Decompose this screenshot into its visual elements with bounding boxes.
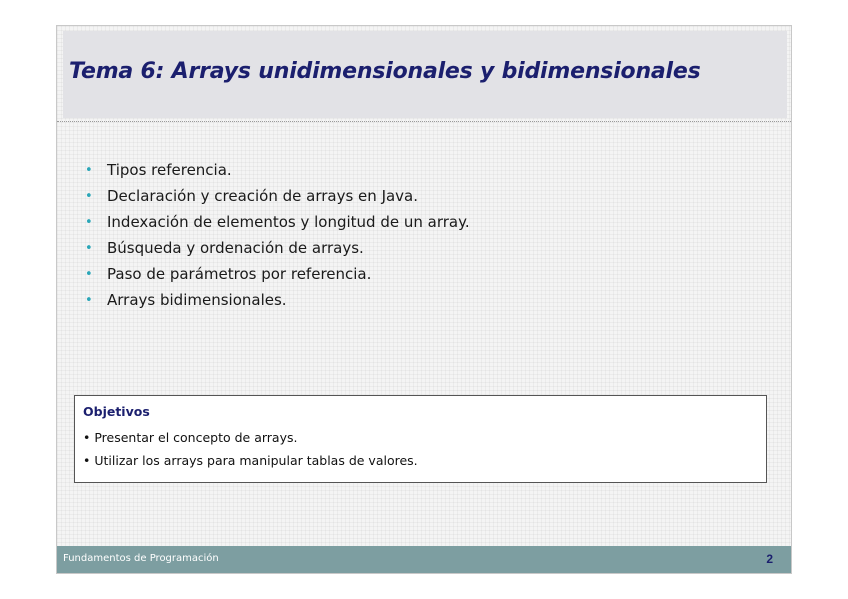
- list-item-text: Tipos referencia.: [107, 161, 232, 179]
- footer-bar: [57, 546, 791, 573]
- objective-item: • Presentar el concepto de arrays.: [83, 430, 298, 445]
- objectives-heading: Objetivos: [83, 404, 150, 419]
- course-name: Fundamentos de Programación: [63, 553, 219, 564]
- objective-item: • Utilizar los arrays para manipular tablas de valores.: [83, 453, 418, 468]
- list-item-text: Declaración y creación de arrays en Java.: [107, 187, 419, 205]
- list-item: [85, 183, 470, 209]
- bullet-icon: •: [85, 240, 93, 256]
- bullet-icon: •: [85, 162, 93, 178]
- objectives-box: [74, 395, 767, 483]
- bullet-icon: •: [85, 188, 93, 204]
- list-item: [85, 261, 470, 287]
- list-item-text: Paso de parámetros por referencia.: [107, 265, 372, 283]
- list-item-text: Búsqueda y ordenación de arrays.: [107, 239, 364, 257]
- list-item-text: Indexación de elementos y longitud de un array.: [107, 213, 470, 231]
- list-item: [85, 287, 470, 313]
- list-item-text: Arrays bidimensionales.: [107, 291, 287, 309]
- list-item: [85, 157, 470, 183]
- slide: [56, 25, 792, 574]
- list-item: [85, 235, 470, 261]
- list-item: [85, 209, 470, 235]
- slide-title: Tema 6: Arrays unidimensionales y bidimensionales: [69, 59, 701, 84]
- title-divider: [57, 121, 792, 122]
- topic-list: [85, 157, 470, 313]
- bullet-icon: •: [85, 214, 93, 230]
- bullet-icon: •: [85, 292, 93, 308]
- bullet-icon: •: [85, 266, 93, 282]
- page-number: 2: [766, 552, 773, 566]
